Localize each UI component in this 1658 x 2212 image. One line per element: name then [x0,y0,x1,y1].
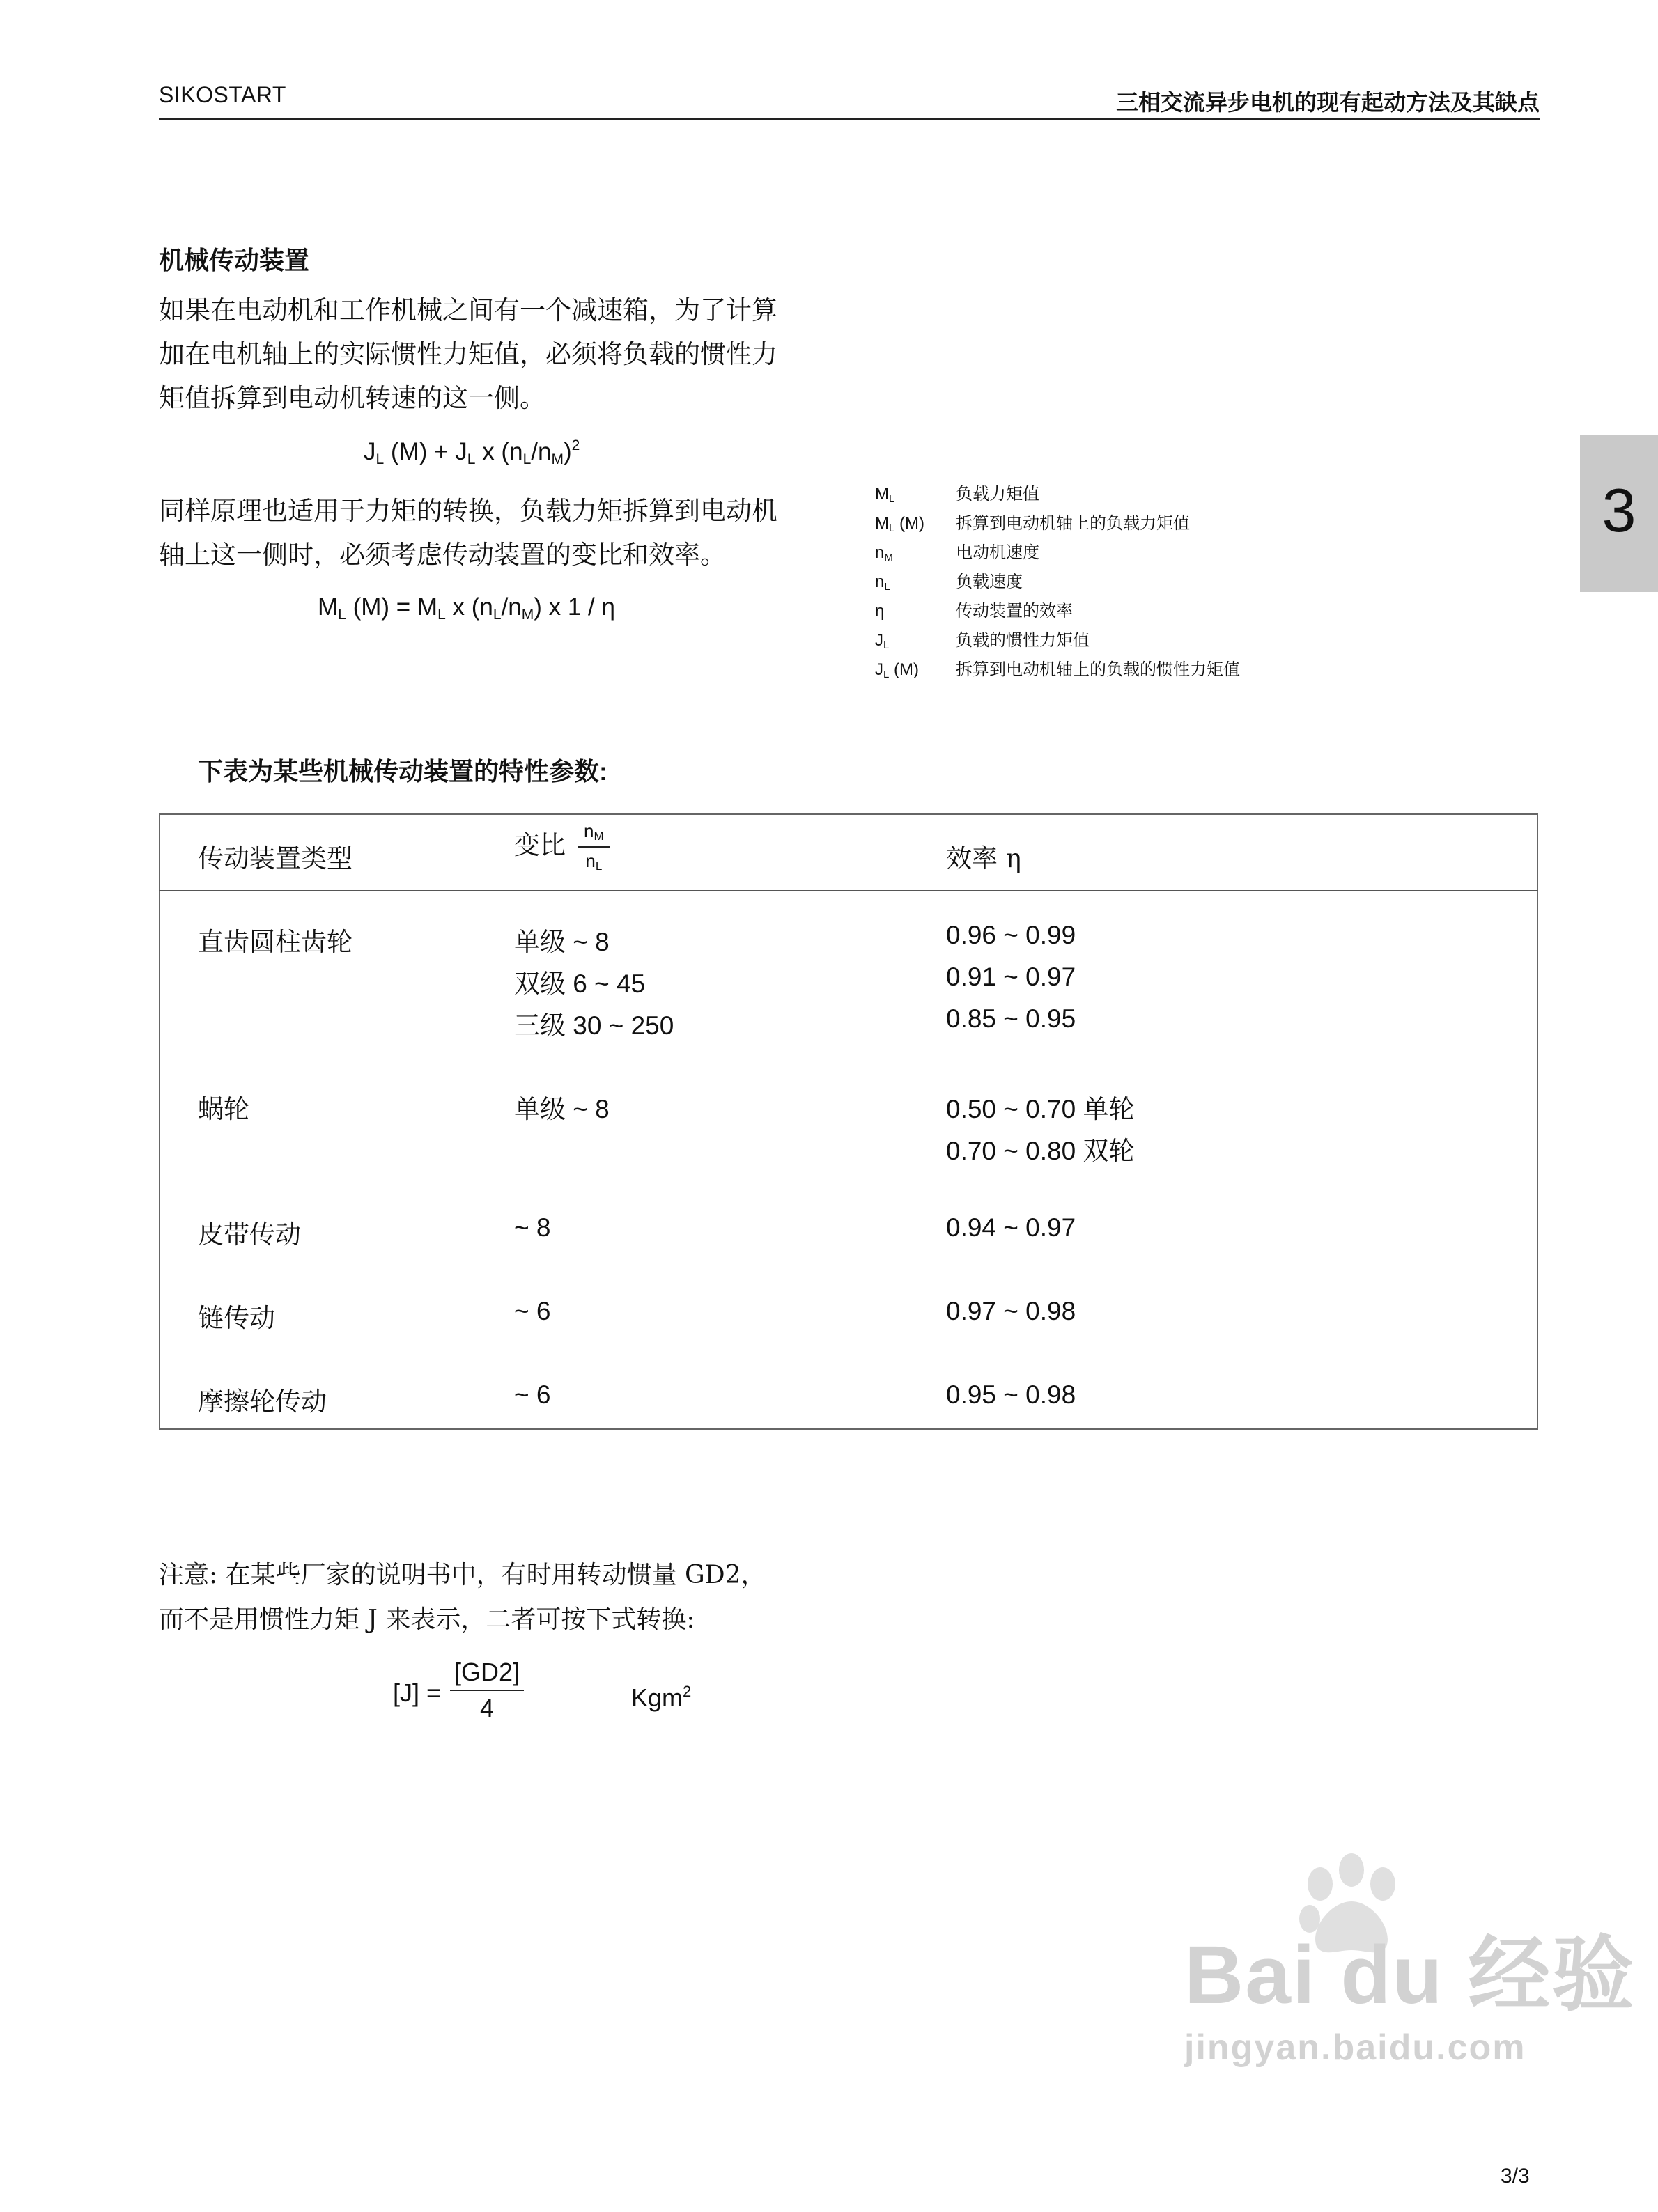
paragraph-1-line: 如果在电动机和工作机械之间有一个减速箱，为了计算 [159,295,777,325]
header-divider [159,118,1540,120]
table-cell-ratio: ~ 8 [514,1213,551,1242]
legend-row: $J_L$ (M) 拆算到电动机轴上的负载的惯性力矩值 [875,660,1240,680]
table-cell-ratio: 单级 ~ 8 [514,1095,610,1123]
legend-desc: 拆算到电动机轴上的负载力矩值 [956,513,1190,533]
formula-torque-conversion: $M_L$ $(M) = M_L$ x $(n_L/n_M)$ x 1 / η [318,593,615,623]
note-paragraph [159,1553,766,1642]
table-header-divider [159,890,1538,891]
table-cell-ratio: ~ 6 [514,1297,551,1325]
formula-inertia-conversion: $J_L$ $(M) + J_L$ x $(n_L/n_M)^2$ [364,437,580,467]
characteristics-table [159,813,1538,1430]
table-cell-type: 蜗轮 [198,1094,249,1124]
ratio-fraction: $\frac{n_M}{n_L}$ [578,820,610,873]
table-title: 下表为某些机械传动装置的特性参数: [198,757,607,786]
header-ratio: 变比 $\frac{n_M}{n_L}$ [514,820,610,873]
gd-formula-left: [J] = [393,1679,442,1707]
chapter-tab [1580,435,1658,592]
table-cell-ratio: 三级 30 ~ 250 [514,1011,674,1040]
page-number: 3/3 [1501,2165,1530,2188]
legend-desc: 负载速度 [956,572,1023,591]
watermark-logo-text: Bai du 经验 [1184,1929,1636,2021]
legend-row: η 传动装置的效率 [875,601,1073,621]
paragraph-1 [159,288,855,420]
legend-desc: 负载力矩值 [956,484,1039,504]
gd-denominator: 4 [480,1694,495,1722]
paragraph-1-line: 矩值拆算到电动机转速的这一侧。 [159,383,545,413]
table-cell-efficiency: 0.70 ~ 0.80 双轮 [946,1137,1135,1165]
table-cell-efficiency: 0.91 ~ 0.97 [946,963,1076,991]
table-cell-efficiency: 0.97 ~ 0.98 [946,1297,1076,1325]
symbol-legend [875,479,1240,684]
chapter-number: 3 [1602,476,1636,545]
table-cell-type: 皮带传动 [198,1220,301,1249]
legend-row: $M_L$ 负载力矩值 [875,484,1039,505]
table-cell-efficiency: 0.85 ~ 0.95 [946,1004,1076,1033]
legend-row: $n_L$ 负载速度 [875,572,1023,593]
watermark-url: jingyan.baidu.com [1184,2027,1526,2068]
gd-formula-unit: Kgm$^2$ [631,1683,692,1712]
legend-desc: 拆算到电动机轴上的负载的惯性力矩值 [956,660,1240,679]
table-cell-efficiency: 0.94 ~ 0.97 [946,1213,1076,1242]
paragraph-2-line: 轴上这一侧时，必须考虑传动装置的变比和效率。 [159,540,726,570]
table-cell-type: 链传动 [198,1303,275,1333]
legend-row: $n_M$ 电动机速度 [875,543,1039,563]
gd-formula-fraction [450,1658,524,1723]
legend-desc: 电动机速度 [956,543,1039,562]
legend-desc: 负载的惯性力矩值 [956,630,1090,650]
note-line: 注意: 在某些厂家的说明书中，有时用转动惯量 GD2， [159,1561,766,1589]
table-cell-type: 摩擦轮传动 [198,1387,327,1417]
note-line: 而不是用惯性力矩 J 来表示，二者可按下式转换: [159,1605,695,1634]
paragraph-2 [159,489,855,577]
header-title: 三相交流异步电机的现有起动方法及其缺点 [1115,90,1540,115]
table-cell-efficiency: 0.96 ~ 0.99 [946,921,1076,949]
paragraph-1-line: 加在电机轴上的实际惯性力矩值，必须将负载的惯性力 [159,339,777,369]
legend-desc: 传动装置的效率 [956,601,1073,621]
header-type: 传动装置类型 [198,843,352,873]
table-cell-efficiency: 0.95 ~ 0.98 [946,1380,1076,1409]
header-brand: SIKOSTART [159,82,286,107]
table-cell-ratio: 双级 6 ~ 45 [514,969,646,998]
section-title: 机械传动装置 [159,246,310,274]
table-cell-ratio: 单级 ~ 8 [514,928,610,956]
legend-row: $M_L$ (M) 拆算到电动机轴上的负载力矩值 [875,513,1190,534]
table-cell-ratio: ~ 6 [514,1380,551,1409]
header-efficiency: 效率 η [946,843,1021,873]
watermark [1184,1908,1635,2069]
gd-numerator: [GD2] [450,1658,524,1691]
legend-row: $J_L$ 负载的惯性力矩值 [875,630,1090,651]
table-cell-efficiency: 0.50 ~ 0.70 单轮 [946,1095,1135,1123]
table-cell-type: 直齿圆柱齿轮 [198,927,352,957]
paragraph-2-line: 同样原理也适用于力矩的转换，负载力矩拆算到电动机 [159,496,777,526]
